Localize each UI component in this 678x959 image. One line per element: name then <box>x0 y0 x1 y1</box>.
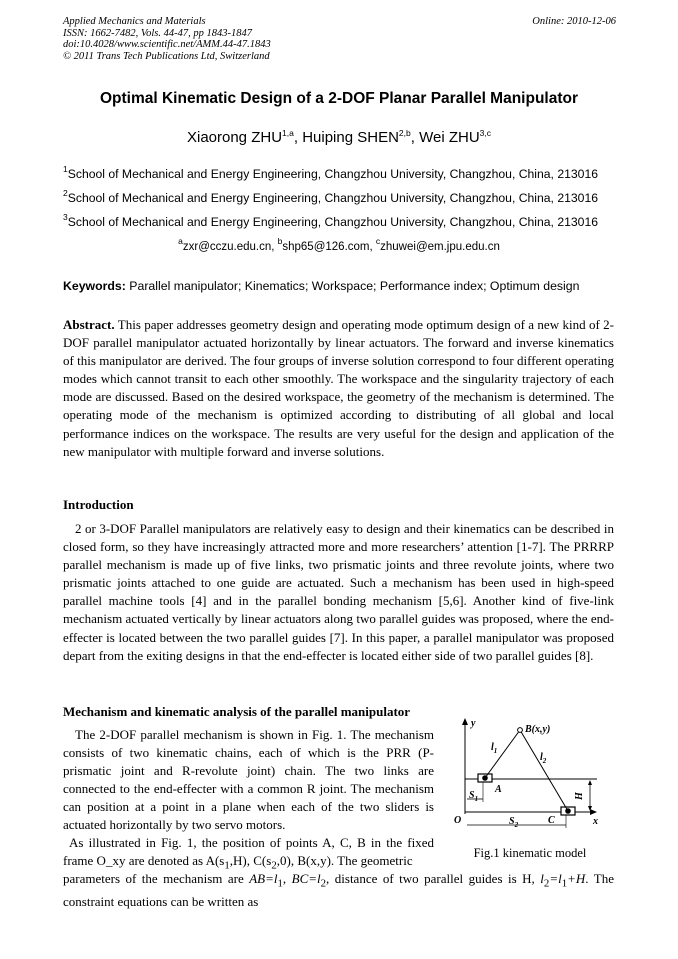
x-label: x <box>593 816 598 827</box>
issn-line: ISSN: 1662-7482, Vols. 44-47, pp 1843-1847 <box>63 27 252 39</box>
s2-label <box>509 816 519 829</box>
joint-a <box>482 775 488 781</box>
h-label: H <box>574 792 585 800</box>
l1-label <box>491 742 497 755</box>
text-run: ,0), B(x,y). The geometric <box>276 853 413 869</box>
affiliation-sup: 1 <box>63 164 68 174</box>
y-label: y <box>471 718 476 729</box>
label-main: l <box>491 742 494 753</box>
text-run: As illustrated in Fig. 1, the position of points A, C, B in the fixed frame O_xy are denoted as A(s <box>63 835 434 869</box>
keywords-label: Keywords: <box>63 279 126 293</box>
author-sup: 1,a <box>282 128 294 138</box>
formula: BC=l <box>291 871 321 886</box>
text-run: . The constraint equations can be written as <box>63 871 614 909</box>
introduction-heading: Introduction <box>63 497 134 512</box>
h-arrow-up <box>588 780 592 785</box>
email-sup: a <box>178 236 183 246</box>
abstract-text: This paper addresses geometry design and operating mode optimum design of a new kind of 2-DOF parallel manipulator actuated horizontally by linear actuators. The forward and inverse kinematics of this manipulator are derived. The four groups of inverse solution correspond to four different operating modes which cannot transit to each other smoothly. The workspace and the singularity trajectory of each mode are discussed. Based on the desired workspace, the geometry of the mechanism is determined. The operating mode of the mechanism is optimized according to distributing of all global and local performance indices on the workspace. The results are very useful for the design and application of the new manipulator with multiple forward and inverse solutions. <box>63 317 615 459</box>
subscript: 2 <box>271 859 277 872</box>
email-link[interactable]: zxr@cczu.edu.cn <box>182 241 272 253</box>
joint-c <box>565 808 571 814</box>
keywords <box>63 279 579 293</box>
affiliation-sup: 3 <box>63 212 68 222</box>
label-sub: 1 <box>474 795 479 803</box>
author-list: Xiaorong ZHU$^{1,a}$, Huiping SHEN$^{2,b}$, Wei ZHU$^{3,c}$ <box>186 128 491 146</box>
kinematic-model-figure <box>445 712 615 832</box>
label-main: S <box>469 790 475 801</box>
formula: AB=l <box>249 871 278 886</box>
affiliation-sup: 2 <box>63 188 68 198</box>
affiliation-3 <box>63 212 599 229</box>
email-sup: b <box>277 236 283 246</box>
text-run: ,H), C(s <box>229 853 272 869</box>
mechanism-paragraph-1: The 2-DOF parallel mechanism is shown in Fig. 1. The mechanism consists of two kinematic chains, each of which is the PRR (P-prismatic joint and R-revolute joint) chain. The two links are connected to the end-effecter with a common R joint. The mechanism can position at a point in a plane when each of the two sliders is actuated horizontally by two servo motors. <box>63 727 434 833</box>
mechanism-heading: Mechanism and kinematic analysis of the parallel manipulator <box>63 704 411 719</box>
author-sup: 2,b <box>398 128 411 138</box>
copyright-line: © 2011 Trans Tech Publications Ltd, Switzerland <box>63 50 270 62</box>
text-run: , <box>282 871 292 886</box>
mechanism-paragraph-2 <box>63 834 434 875</box>
formula: =l <box>549 871 562 886</box>
link-l1 <box>485 730 520 778</box>
text-run: , distance of two parallel guides is H, <box>326 871 541 886</box>
email-sup: c <box>375 236 381 246</box>
affiliation-1 <box>63 164 599 181</box>
affiliation-2 <box>63 188 599 205</box>
affiliation-text: School of Mechanical and Energy Engineering, Changzhou University, Changzhou, China, 213016 <box>67 167 599 181</box>
author-sup: 3,c <box>479 128 491 138</box>
journal-header <box>63 16 271 62</box>
abstract-label: Abstract. <box>63 317 115 332</box>
author-name: Xiaorong ZHU <box>186 129 283 146</box>
label-main: l <box>540 752 543 763</box>
l2-label <box>540 752 547 765</box>
figure-caption: Fig.1 kinematic model <box>473 846 587 860</box>
link-l2 <box>520 730 568 811</box>
label-sub: 2 <box>542 757 547 765</box>
label-main: S <box>509 816 515 827</box>
introduction-text: 2 or 3-DOF Parallel manipulators are relatively easy to design and their kinematics can be described in closed form, so they have increasingly attracted more and more researchers’ attention [1-7]. The PRRRP parallel mechanism is made up of five links, two prismatic joints and three revolute joints, where two prismatic joints attached to one guide are actuated. Such a mechanism has been used in high-speed parallel machine tools [4] and in the parallel bonding mechanism [5,6]. Another kind of five-link mechanism actuated vertically by linear actuators along two parallel guides was proposed, where the end-effecter is located between the two parallel guides [7]. In this paper, a parallel manipulator was proposed depart from the exiting designs in that the end-effecter is located either side of two parallel guides [8]. <box>63 521 614 663</box>
email-link[interactable]: shp65@126.com <box>282 241 370 253</box>
email-list: $^a$zxr@cczu.edu.cn, $^b$shp65@126.com, $^c$zhuwei@em.jpu.edu.cn <box>178 236 500 253</box>
mechanism-paragraph-2-continued <box>63 870 614 911</box>
label-sub: 1 <box>493 747 498 755</box>
author-name: Huiping SHEN <box>302 129 399 146</box>
formula: +H <box>567 871 586 886</box>
subscript: 2 <box>320 877 327 890</box>
formula: l <box>540 871 544 886</box>
paper-title: Optimal Kinematic Design of a 2-DOF Planar Parallel Manipulator <box>99 90 579 107</box>
subscript: 1 <box>277 877 283 890</box>
point-c-label: C <box>548 815 555 826</box>
origin-label: O <box>454 815 462 826</box>
email-link[interactable]: zhuwei@em.jpu.edu.cn <box>380 241 500 253</box>
x-axis-arrow <box>590 809 597 815</box>
point-b-label: B(x,y) <box>525 724 551 735</box>
text-run: parameters of the mechanism are <box>63 871 250 886</box>
y-axis-arrow <box>462 718 468 725</box>
journal-name: Applied Mechanics and Materials <box>63 16 206 27</box>
affiliation-text: School of Mechanical and Energy Engineering, Changzhou University, Changzhou, China, 213016 <box>67 215 599 229</box>
doi-line: doi:10.4028/www.scientific.net/AMM.44-47.1843 <box>63 39 271 50</box>
point-a-label: A <box>495 784 502 795</box>
joint-b <box>518 728 523 733</box>
s1-label <box>469 790 478 803</box>
label-sub: 2 <box>514 821 519 829</box>
subscript: 1 <box>561 877 568 890</box>
keywords-text: Parallel manipulator; Kinematics; Workspace; Performance index; Optimum design <box>129 279 580 293</box>
abstract <box>63 316 614 461</box>
online-date: Online: 2010-12-06 <box>532 16 616 27</box>
affiliation-text: School of Mechanical and Energy Engineering, Changzhou University, Changzhou, China, 213016 <box>67 191 599 205</box>
author-name: Wei ZHU <box>419 129 480 146</box>
subscript: 2 <box>543 877 550 890</box>
subscript: 1 <box>224 859 230 872</box>
